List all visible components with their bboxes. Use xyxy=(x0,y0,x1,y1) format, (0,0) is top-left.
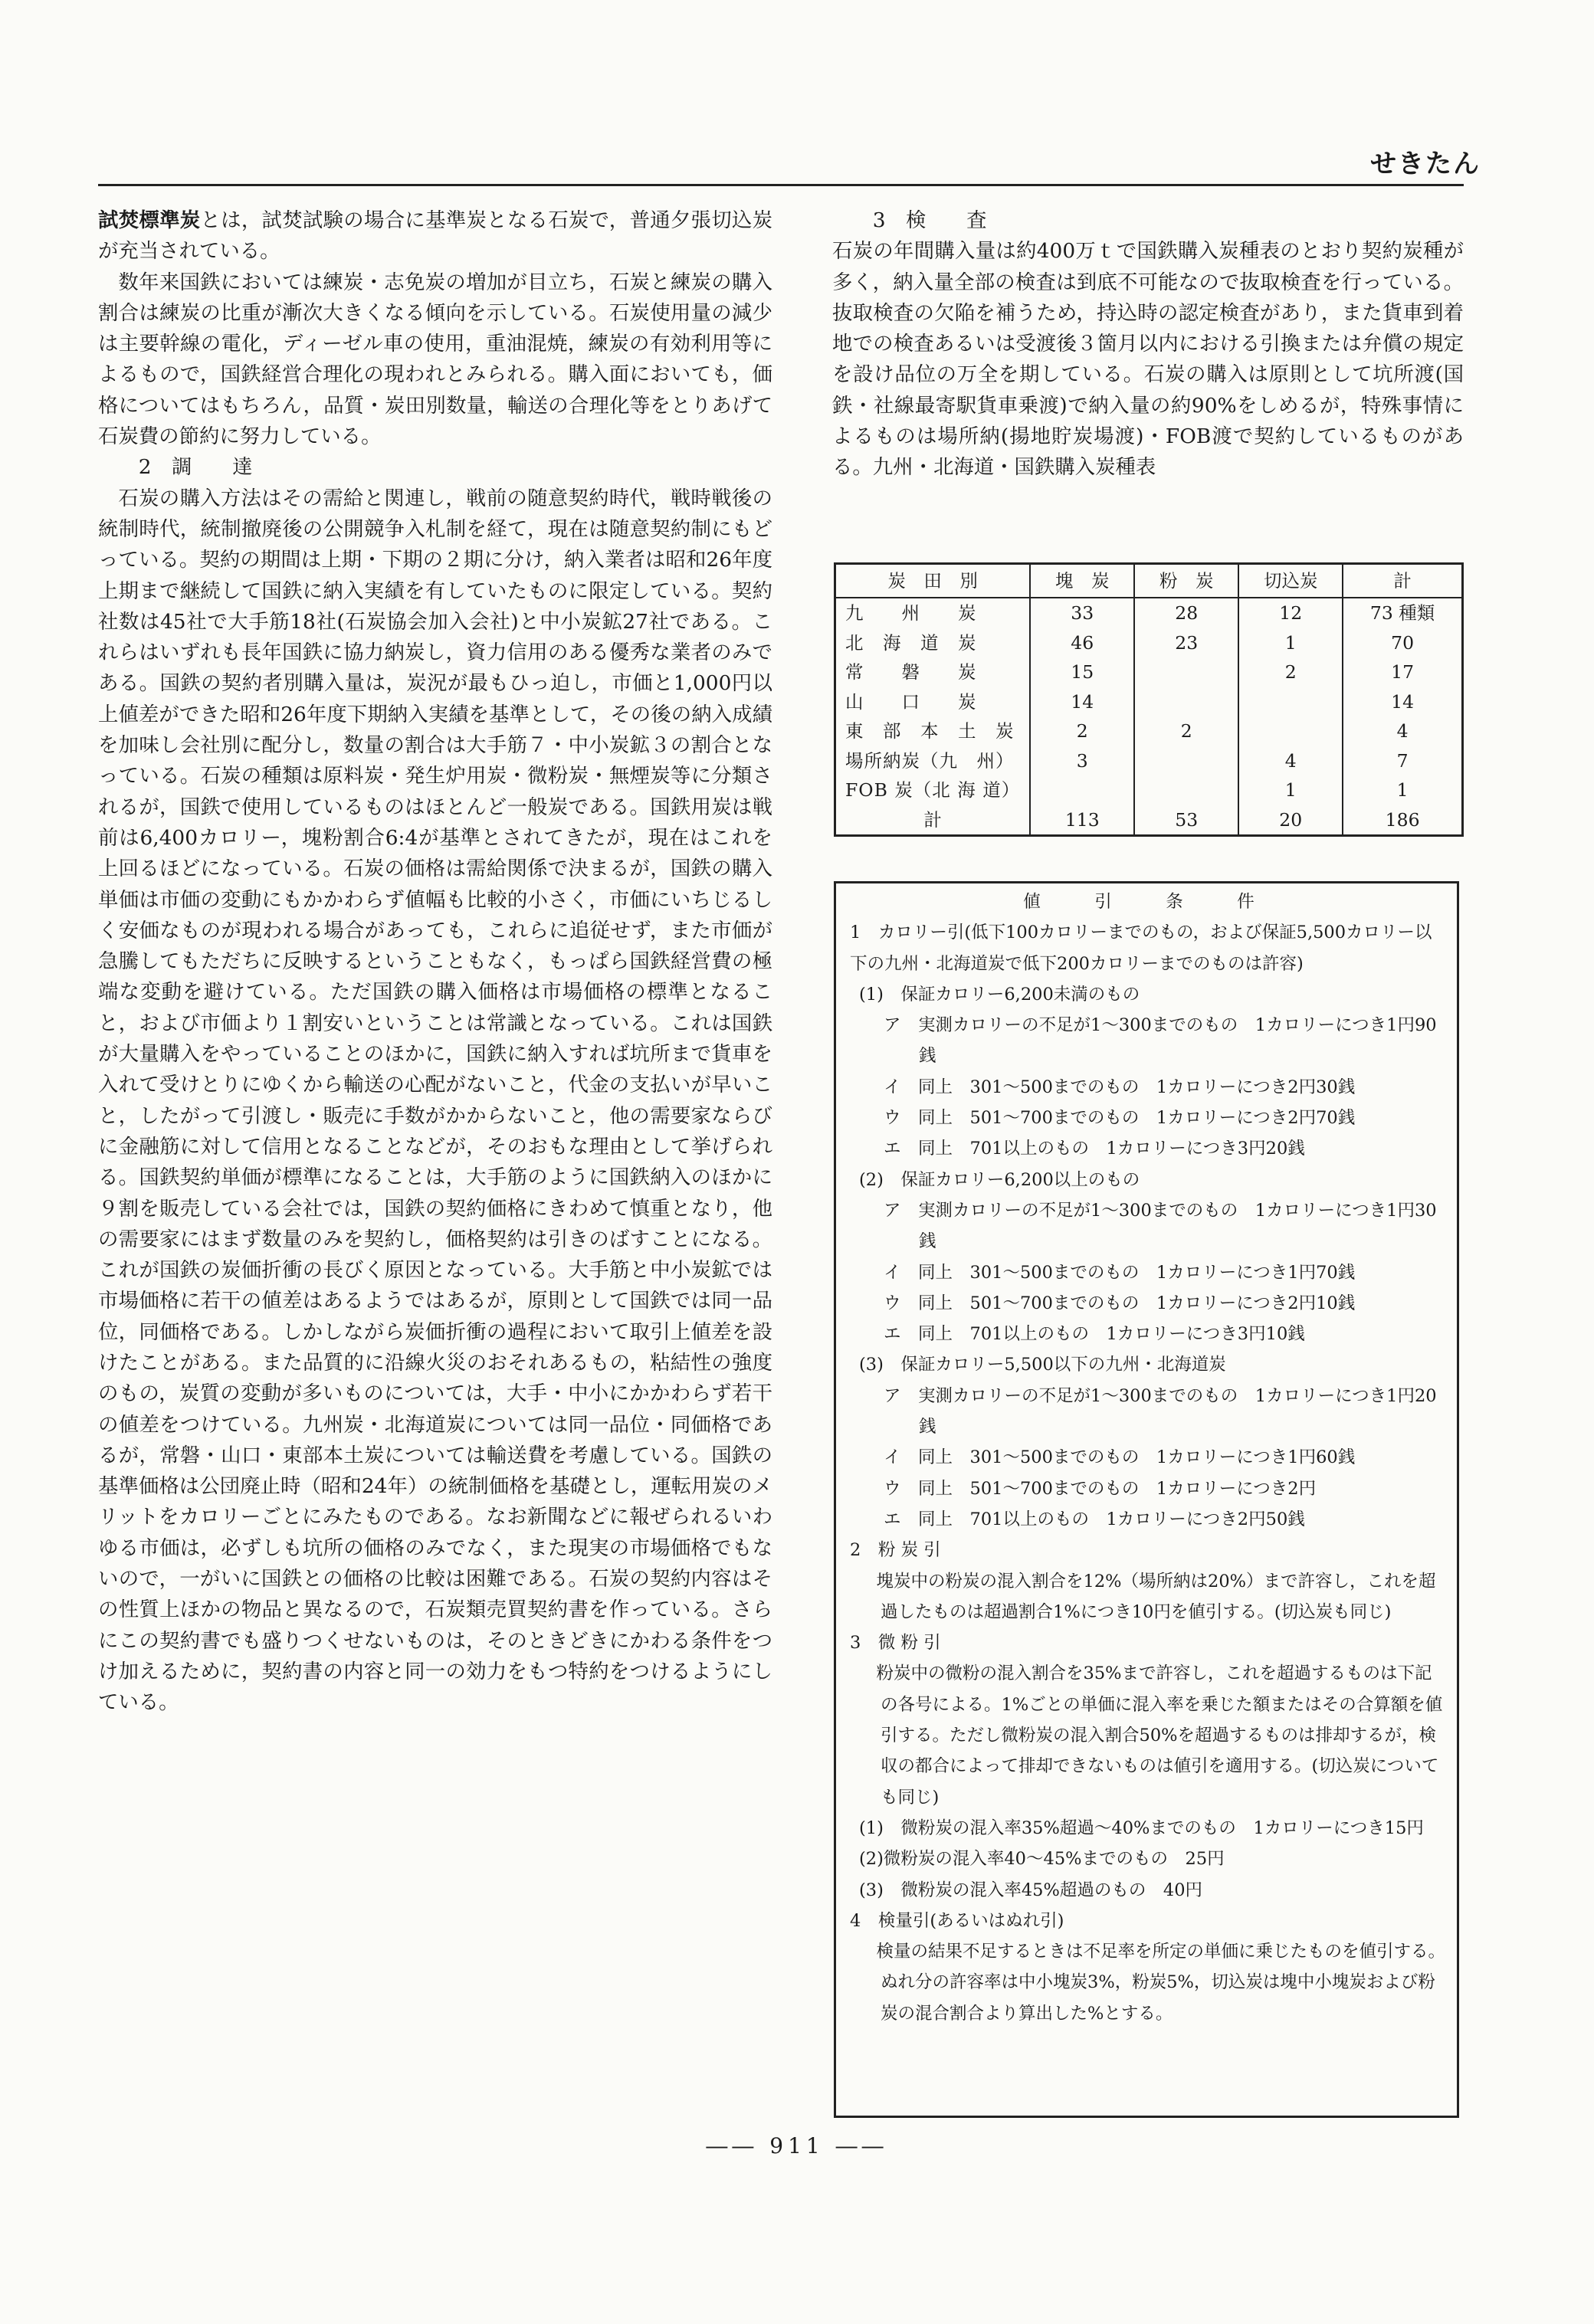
condition-line: エ 同上 701以上のもの 1カロリーにつき3円20銭 xyxy=(884,1139,1305,1159)
table-header: 塊 炭 xyxy=(1030,564,1134,598)
table-cell: 12 xyxy=(1238,598,1343,628)
table-row xyxy=(835,657,1463,687)
table-cell: 4 xyxy=(1238,746,1343,776)
table-cell: 53 xyxy=(1134,805,1238,836)
discount-conditions-box xyxy=(834,881,1459,2118)
paragraph-3: 石炭の年間購入量は約400万ｔで国鉄購入炭種表のとおり契約炭種が多く，納入量全部の検査は到底不可能なので抜取検査を行っている。抜取検査の欠陥を補うため，持込時の認定検査があり，また貨車到着地での検査あるいは受渡後３箇月以内における引換または弁償の規定を設け品位の万全を期している。石炭の購入は原則として坑所渡(国鉄・社線最寄駅貨車乗渡)で納入量の約90%をしめるが，特殊事情によるものは場所納(揚地貯炭場渡)・FOB渡で契約しているものがある。九州・北海道・国鉄購入炭種表 xyxy=(832,239,1464,480)
table-cell: 2 xyxy=(1134,716,1238,746)
condition-line: (2) 保証カロリー6,200以上のもの xyxy=(859,1169,1140,1190)
table-cell: 23 xyxy=(1134,628,1238,658)
table-cell: 1 xyxy=(1238,775,1343,805)
table-cell xyxy=(1134,657,1238,687)
table-header: 切込炭 xyxy=(1238,564,1343,598)
condition-line: イ 同上 301～500までのもの 1カロリーにつき1円60銭 xyxy=(884,1447,1356,1468)
table-row xyxy=(835,775,1463,805)
table-cell xyxy=(1238,687,1343,717)
section-2-heading: 2 調 達 xyxy=(138,455,253,480)
table-cell: 113 xyxy=(1030,805,1134,836)
condition-line: 粉炭中の微粉の混入割合を35%まで許容し，これを超過するものは下記の各号による。1%ごとの単価に混入率を乗じた額またはその合算額を値引する。ただし微粉炭の混入割合50%を超過するものは排却するが，検収の都合によって排却できないものは値引を適用する。(切込炭についても同じ) xyxy=(859,1664,1443,1808)
table-cell: 1 xyxy=(1238,628,1343,658)
condition-line: ウ 同上 501～700までのもの 1カロリーにつき2円70銭 xyxy=(884,1108,1356,1129)
condition-line: 4 検量引(あるいはぬれ引) xyxy=(850,1910,1064,1931)
paragraph-2: 石炭の購入方法はその需給と関連し，戦前の随意契約時代，戦時戦後の統制時代，統制撤廃後の公開競争入札制を経て，現在は随意契約制にもどっている。契約の期間は上期・下期の２期に分け，納入業者は昭和26年度上期まで継続して国鉄に納入実績を有していたものに限定している。契約社数は45社で大手筋18社(石炭協会加入会社)と中小炭鉱27社である。これらはいずれも長年国鉄に協力納炭し，資力信用のある優秀な業者のみである。国鉄の契約者別購入量は，炭況が最もひっ迫し，市価と1,000円以上値差ができた昭和26年度下期納入実績を基準として，その後の納入成績を加味し会社別に配分し，数量の割合は大手筋７・中小炭鉱３の割合となっている。石炭の種類は原料炭・発生炉用炭・微粉炭・無煙炭等に分類されるが，国鉄で使用しているものはほとんど一般炭である。国鉄用炭は戦前は6,400カロリー，塊粉割合6:4が基準とされてきたが，現在はこれを上回るほどになっている。石炭の価格は需給関係で決まるが，国鉄の購入単価は市価の変動にもかかわらず値幅も比較的小さく，市価にいちじるしく安価なものが現われる場合があっても，これらに追従せず，また市価が急騰してもただちに反映するということもなく，もっぱら国鉄経営費の極端な変動を避けている。ただ国鉄の購入価格は市場価格の標準となること，および市価より１割安いということは常識となっている。これは国鉄が大量購入をやっていることのほかに，国鉄に納入すれば坑所まで貨車を入れて受けとりにゆくから輸送の心配がないこと，代金の支払いが早いこと，したがって引渡し・販売に手数がかからないこと，他の需要家ならびに金融筋に対して信用となることなどが，そのおもな理由として挙げられる。国鉄契約単価が標準になることは，大手筋のように国鉄納入のほかに９割を販売している会社では，国鉄の契約価格にきわめて慎重となり，他の需要家にはまず数量のみを契約し，価格契約は引きのばすことになる。これが国鉄の炭価折衝の長びく原因となっている。大手筋と中小炭鉱では市場価格に若干の値差はあるようではあるが，原則として国鉄では同一品位，同価格である。しかしながら炭価折衝の過程において取引上値差を設けたことがある。また品質的に沿線火災のおそれあるもの，粘結性の強度のもの，炭質の変動が多いものについては，大手・中小にかかわらず若干の値差をつけている。九州炭・北海道炭については同一品位・同価格であるが，常磐・山口・東部本土炭については輸送費を考慮している。国鉄の基準価格は公団廃止時（昭和24年）の統制価格を基礎とし，運転用炭のメリットをカロリーごとにみたものである。なお新聞などに報ぜられるいわゆる市価は，必ずしも坑所の価格のみでなく，また現実の市場価格でもないので，一がいに国鉄との価格の比較は困難である。石炭の契約内容はその性質上ほかの物品と異なるので，石炭類売買契約書を作っている。さらにこの契約書でも盛りつくせないものは，そのときどきにかわる条件をつけ加えるために，契約書の内容と同一の効力をもつ特約をつけるようにしている。 xyxy=(98,486,772,1715)
condition-line: ア 実測カロリーの不足が1～300までのもの 1カロリーにつき1円20銭 xyxy=(884,1385,1437,1437)
intro-term: 試焚標準炭 xyxy=(98,208,201,232)
table-cell: 14 xyxy=(1030,687,1134,717)
condition-line: 2 粉 炭 引 xyxy=(850,1540,941,1561)
page-number: ―― 911 ―― xyxy=(706,2133,888,2158)
paragraph-1: 数年来国鉄においては練炭・志免炭の増加が目立ち，石炭と練炭の購入割合は練炭の比重が漸次大きくなる傾向を示している。石炭使用量の減少は主要幹線の電化，ディーゼル車の使用，重油混焼，練炭の有効利用等によるもので，国鉄経営合理化の現われとみられる。購入面においても，価格についてはもちろん，品質・炭田別数量，輸送の合理化等をとりあげて石炭費の節約に努力している。 xyxy=(98,270,772,449)
table-row xyxy=(835,687,1463,717)
table-header: 炭 田 別 xyxy=(835,564,1031,598)
table-cell xyxy=(1030,775,1134,805)
condition-line: 3 微 粉 引 xyxy=(850,1633,941,1654)
table-row xyxy=(835,598,1463,628)
table-cell: 九 州 炭 xyxy=(845,602,977,624)
table-cell: 73 種類 xyxy=(1343,598,1462,628)
section-3-heading: 3 検 査 xyxy=(872,208,987,232)
table-cell: 東 部 本 土 炭 xyxy=(845,720,1015,742)
condition-line: (3) 微粉炭の混入率45%超過のもの 40円 xyxy=(859,1880,1203,1900)
table-cell xyxy=(1238,716,1343,746)
condition-line: 検量の結果不足するときは不足率を所定の単価に乗じたものを値引する。ぬれ分の許容率は中小塊炭3%，粉炭5%，切込炭は塊中小塊炭および粉炭の混合割合より算出した%とする。 xyxy=(859,1942,1446,2024)
condition-line: イ 同上 301～500までのもの 1カロリーにつき2円30銭 xyxy=(884,1077,1356,1097)
condition-line: エ 同上 701以上のもの 1カロリーにつき3円10銭 xyxy=(884,1324,1305,1345)
table-cell: 46 xyxy=(1030,628,1134,658)
header-rule xyxy=(98,184,1464,186)
table-cell: 3 xyxy=(1030,746,1134,776)
table-cell: 33 xyxy=(1030,598,1134,628)
table-cell: 山 口 炭 xyxy=(845,690,977,713)
condition-line: (1) 保証カロリー6,200未満のもの xyxy=(859,984,1140,1005)
table-row xyxy=(835,805,1463,836)
right-column xyxy=(832,205,1464,483)
running-header: せきたん xyxy=(1370,149,1481,179)
table-cell: 70 xyxy=(1343,628,1462,658)
table-cell: 計 xyxy=(923,808,942,831)
table-cell: 1 xyxy=(1343,775,1462,805)
intro-paragraph xyxy=(98,205,772,267)
table-cell: 14 xyxy=(1343,687,1462,717)
coal-type-table xyxy=(834,562,1464,837)
condition-line: ウ 同上 501～700までのもの 1カロリーにつき2円10銭 xyxy=(884,1293,1356,1313)
table-cell: 17 xyxy=(1343,657,1462,687)
table-cell: 20 xyxy=(1238,805,1343,836)
table-row xyxy=(835,746,1463,776)
condition-line: エ 同上 701以上のもの 1カロリーにつき2円50銭 xyxy=(884,1509,1305,1529)
condition-line: (3) 保証カロリー5,500以下の九州・北海道炭 xyxy=(859,1355,1226,1375)
table-cell: 4 xyxy=(1343,716,1462,746)
box-lines xyxy=(850,917,1446,2029)
table-cell xyxy=(1134,687,1238,717)
table-header-row xyxy=(835,564,1463,598)
box-title: 値 引 条 件 xyxy=(1023,892,1273,912)
condition-line: ア 実測カロリーの不足が1～300までのもの 1カロリーにつき1円90銭 xyxy=(884,1015,1437,1067)
table-cell: 2 xyxy=(1030,716,1134,746)
table-cell: 北 海 道 炭 xyxy=(845,631,977,654)
table-cell: 28 xyxy=(1134,598,1238,628)
intro-text: とは，試焚試験の場合に基準炭となる石炭で，普通夕張切込炭が充当されている。 xyxy=(98,208,772,264)
condition-line: 1 カロリー引(低下100カロリーまでのもの，および保証5,500カロリー以下の九州・北海道炭で低下200カロリーまでのものは許容) xyxy=(850,923,1432,974)
table-row xyxy=(835,716,1463,746)
condition-line: (2)微粉炭の混入率40～45%までのもの 25円 xyxy=(859,1849,1225,1870)
table-cell xyxy=(1134,775,1238,805)
table-cell: 2 xyxy=(1238,657,1343,687)
condition-line: ア 実測カロリーの不足が1～300までのもの 1カロリーにつき1円30銭 xyxy=(884,1200,1437,1252)
table-cell: 7 xyxy=(1343,746,1462,776)
condition-line: 塊炭中の粉炭の混入割合を12%（場所納は20%）まで許容し，これを超過したものは超過割合1%につき10円を値引する。(切込炭も同じ) xyxy=(859,1571,1436,1622)
table-cell: 場所納炭（九 州） xyxy=(845,749,1015,772)
table-cell: FOB 炭（北 海 道） xyxy=(845,779,1021,801)
table-header: 計 xyxy=(1343,564,1462,598)
table-row xyxy=(835,628,1463,658)
table-cell: 15 xyxy=(1030,657,1134,687)
table-cell xyxy=(1134,746,1238,776)
table-cell: 186 xyxy=(1343,805,1462,836)
condition-line: ウ 同上 501～700までのもの 1カロリーにつき2円 xyxy=(884,1478,1317,1499)
table-cell: 常 磐 炭 xyxy=(845,661,977,683)
left-column xyxy=(98,205,772,1719)
condition-line: (1) 微粉炭の混入率35%超過～40%までのもの 1カロリーにつき15円 xyxy=(859,1818,1424,1838)
table-header: 粉 炭 xyxy=(1134,564,1238,598)
condition-line: イ 同上 301～500までのもの 1カロリーにつき1円70銭 xyxy=(884,1262,1356,1283)
